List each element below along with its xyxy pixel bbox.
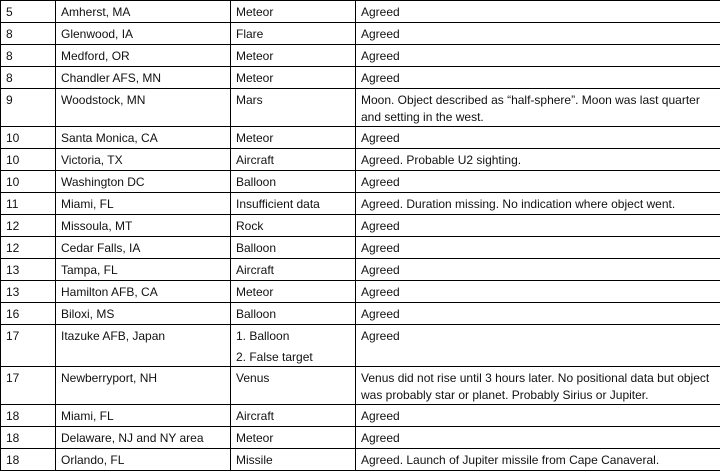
date-cell: 8 <box>1 45 56 67</box>
evaluation-cell: Meteor <box>231 67 356 89</box>
notes-cell: Agreed <box>356 303 720 325</box>
location-cell: Glenwood, IA <box>56 23 231 45</box>
location-cell: Missoula, MT <box>56 215 231 237</box>
date-cell: 16 <box>1 303 56 325</box>
table-row <box>1 193 720 215</box>
date-cell: 13 <box>1 259 56 281</box>
date-cell: 18 <box>1 427 56 449</box>
location-cell: Delaware, NJ and NY area <box>56 427 231 449</box>
notes-cell: Agreed <box>356 171 720 193</box>
notes-cell: Agreed <box>356 237 720 259</box>
evaluation-cell: Meteor <box>231 281 356 303</box>
evaluation-cell: Missile <box>231 449 356 471</box>
date-cell: 10 <box>1 149 56 171</box>
date-cell: 8 <box>1 67 56 89</box>
location-cell: Amherst, MA <box>56 1 231 23</box>
notes-cell: Moon. Object described as “half-sphere”. Moon was last quarter and setting in the west. <box>356 89 720 127</box>
table-row <box>1 427 720 449</box>
date-cell: 8 <box>1 23 56 45</box>
notes-cell: Agreed. Probable U2 sighting. <box>356 149 720 171</box>
table-row <box>1 449 720 471</box>
location-cell: Miami, FL <box>56 193 231 215</box>
sightings-table-body <box>1 1 720 471</box>
table-row <box>1 45 720 67</box>
evaluation-cell: Mars <box>231 89 356 127</box>
notes-cell: Agreed <box>356 281 720 303</box>
location-cell: Newberryport, NH <box>56 367 231 405</box>
evaluation-cell: Flare <box>231 23 356 45</box>
notes-cell: Agreed <box>356 45 720 67</box>
evaluation-item: 1. Balloon <box>236 328 350 345</box>
evaluation-cell: Meteor <box>231 1 356 23</box>
date-cell: 17 <box>1 367 56 405</box>
notes-cell: Agreed <box>356 215 720 237</box>
date-cell: 13 <box>1 281 56 303</box>
location-cell: Victoria, TX <box>56 149 231 171</box>
evaluation-cell: Aircraft <box>231 149 356 171</box>
table-row <box>1 89 720 127</box>
date-cell: 11 <box>1 193 56 215</box>
table-row <box>1 1 720 23</box>
location-cell: Orlando, FL <box>56 449 231 471</box>
table-row <box>1 127 720 149</box>
date-cell: 10 <box>1 171 56 193</box>
location-cell: Itazuke AFB, Japan <box>56 325 231 367</box>
table-row <box>1 325 720 367</box>
table-row <box>1 23 720 45</box>
location-cell: Hamilton AFB, CA <box>56 281 231 303</box>
notes-cell: Agreed <box>356 325 720 367</box>
notes-cell: Agreed <box>356 427 720 449</box>
date-cell: 10 <box>1 127 56 149</box>
evaluation-cell: Insufficient data <box>231 193 356 215</box>
location-cell: Santa Monica, CA <box>56 127 231 149</box>
table-row <box>1 281 720 303</box>
location-cell: Miami, FL <box>56 405 231 427</box>
evaluation-cell: Aircraft <box>231 259 356 281</box>
notes-cell: Agreed <box>356 127 720 149</box>
table-row <box>1 367 720 405</box>
table-row <box>1 215 720 237</box>
evaluation-cell: Venus <box>231 367 356 405</box>
evaluation-cell: Rock <box>231 215 356 237</box>
date-cell: 5 <box>1 1 56 23</box>
notes-cell: Agreed <box>356 23 720 45</box>
evaluation-cell <box>231 325 356 367</box>
notes-cell: Agreed. Duration missing. No indication where object went. <box>356 193 720 215</box>
evaluation-cell: Meteor <box>231 127 356 149</box>
notes-cell: Agreed <box>356 1 720 23</box>
date-cell: 9 <box>1 89 56 127</box>
table-row <box>1 67 720 89</box>
table-row <box>1 237 720 259</box>
notes-cell: Agreed <box>356 405 720 427</box>
notes-cell: Agreed <box>356 259 720 281</box>
evaluation-cell: Balloon <box>231 303 356 325</box>
date-cell: 12 <box>1 215 56 237</box>
location-cell: Woodstock, MN <box>56 89 231 127</box>
location-cell: Tampa, FL <box>56 259 231 281</box>
evaluation-cell: Meteor <box>231 45 356 67</box>
evaluation-cell: Balloon <box>231 171 356 193</box>
location-cell: Medford, OR <box>56 45 231 67</box>
location-cell: Chandler AFS, MN <box>56 67 231 89</box>
table-row <box>1 405 720 427</box>
date-cell: 12 <box>1 237 56 259</box>
date-cell: 18 <box>1 449 56 471</box>
table-row <box>1 149 720 171</box>
evaluation-cell: Meteor <box>231 427 356 449</box>
evaluation-cell: Aircraft <box>231 405 356 427</box>
location-cell: Cedar Falls, IA <box>56 237 231 259</box>
location-cell: Washington DC <box>56 171 231 193</box>
notes-cell: Agreed <box>356 67 720 89</box>
evaluation-item: 2. False target <box>236 349 350 366</box>
date-cell: 18 <box>1 405 56 427</box>
table-row <box>1 259 720 281</box>
table-row <box>1 303 720 325</box>
table-row <box>1 171 720 193</box>
notes-cell: Venus did not rise until 3 hours later. No positional data but object was probably star or planet. Probably Sirius or Jupiter. <box>356 367 720 405</box>
date-cell: 17 <box>1 325 56 367</box>
evaluation-cell: Balloon <box>231 237 356 259</box>
location-cell: Biloxi, MS <box>56 303 231 325</box>
notes-cell: Agreed. Launch of Jupiter missile from Cape Canaveral. <box>356 449 720 471</box>
